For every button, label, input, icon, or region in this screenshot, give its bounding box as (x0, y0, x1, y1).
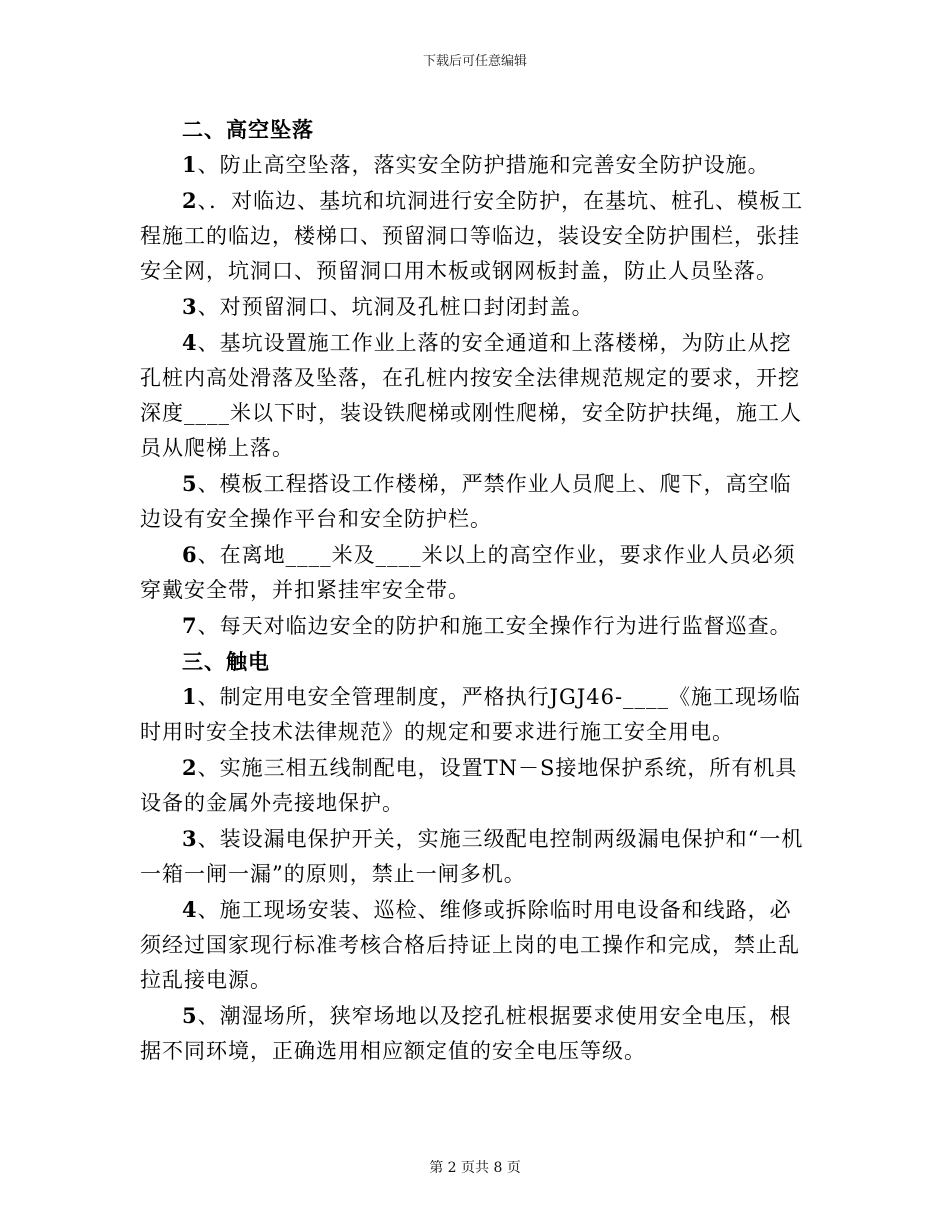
paragraph-number: 4 (182, 897, 198, 922)
paragraph (140, 289, 810, 325)
paragraph-number: 1 (182, 152, 198, 177)
paragraph (140, 892, 810, 998)
paragraph-number: 7 (182, 613, 198, 638)
paragraph (140, 325, 810, 466)
paragraph (140, 183, 810, 289)
paragraph (140, 679, 810, 750)
paragraph-text: 、模板工程搭设工作楼梯，严禁作业人员爬上、爬下，高空临边设有安全操作平台和安全防护栏。 (140, 472, 792, 531)
paragraph-number: 3 (182, 826, 198, 851)
paragraph (140, 147, 810, 183)
paragraph-text: 、装设漏电保护开关，实施三级配电控制两级漏电保护和“一机一箱一闸一漏”的原则，禁止一闸多机。 (140, 827, 804, 886)
paragraph-number: 1 (182, 684, 198, 709)
page-number-footer: 第 2 页共 8 页 (429, 1160, 521, 1176)
paragraph-text: 、基坑设置施工作业上落的安全通道和上落楼梯，为防止从挖孔桩内高处滑落及坠落，在孔桩内按安全法律规范规定的要求，开挖深度____米以下时，装设铁爬梯或刚性爬梯，安全防护扶绳，施工人员从爬梯上落。 (140, 331, 802, 460)
document-body (140, 112, 810, 1069)
paragraph (140, 466, 810, 537)
paragraph-text: 、在离地____米及____米以上的高空作业，要求作业人员必须穿戴安全带，并扣紧挂牢安全带。 (140, 543, 796, 602)
paragraph (140, 608, 810, 644)
paragraph-number: 5 (182, 1003, 198, 1028)
paragraph-text: 、施工现场安装、巡检、维修或拆除临时用电设备和线路，必须经过国家现行标准考核合格后持证上岗的电工操作和完成，禁止乱拉乱接电源。 (140, 898, 800, 992)
paragraph-number: 2 (182, 188, 198, 213)
paragraph (140, 537, 810, 608)
paragraph-number: 3 (182, 294, 198, 319)
paragraph-text: 、潮湿场所，狭窄场地以及挖孔桩根据要求使用安全电压，根据不同环境，正确选用相应额定值的安全电压等级。 (140, 1004, 792, 1063)
paragraph (140, 750, 810, 821)
paragraph-number: 2 (182, 755, 198, 780)
paragraph-number: 4 (182, 330, 198, 355)
header-note: 下载后可任意编辑 (422, 54, 527, 69)
paragraph-text: 、防止高空坠落，落实安全防护措施和完善安全防护设施。 (197, 153, 770, 177)
paragraph-text: 、每天对临边安全的防护和施工安全操作行为进行监督巡查。 (197, 614, 792, 638)
paragraph (140, 821, 810, 892)
section-heading-electric-shock: 三、触电 (182, 649, 270, 674)
section-heading-fall: 二、高空坠落 (182, 117, 314, 142)
paragraph-text: 、制定用电安全管理制度，严格执行JGJ46-____《施工现场临时用时安全技术法律规范》的规定和要求进行施工安全用电。 (140, 685, 802, 744)
paragraph-text: 、实施三相五线制配电，设置TN－S接地保护系统，所有机具设备的金属外壳接地保护。 (140, 756, 798, 815)
paragraph-text: 、对预留洞口、坑洞及孔桩口封闭封盖。 (197, 295, 594, 319)
paragraph-number: 6 (182, 542, 198, 567)
paragraph (140, 998, 810, 1069)
paragraph-number: 5 (182, 471, 198, 496)
paragraph-text: 、．对临边、基坑和坑洞进行安全防护，在基坑、桩孔、模板工程施工的临边，楼梯口、预留洞口等临边，装设安全防护围栏，张挂安全网，坑洞口、预留洞口用木板或钢网板封盖，防止人员坠落。 (140, 189, 804, 283)
